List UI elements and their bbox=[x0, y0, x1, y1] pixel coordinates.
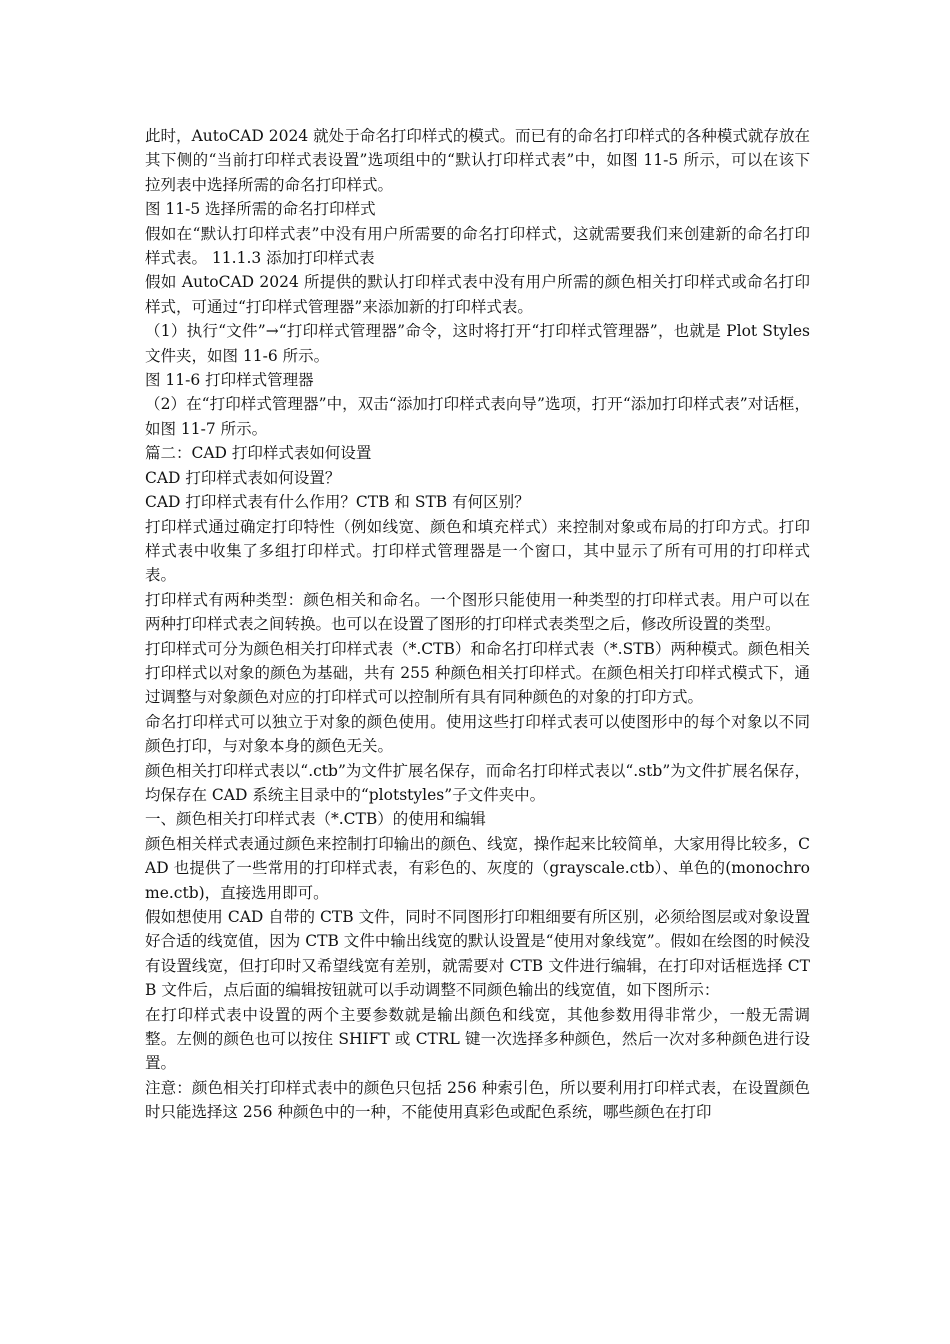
paragraph: CAD 打印样式表如何设置？ bbox=[145, 468, 341, 487]
section-heading: 篇二：CAD 打印样式表如何设置 bbox=[145, 444, 372, 463]
paragraph: CAD 打印样式表有什么作用？CTB 和 STB 有何区别？ bbox=[145, 493, 530, 512]
paragraph: 打印样式有两种类型：颜色相关和命名。一个图形只能使用一种类型的打印样式表。用户可以在两种打印样式表之间转换。也可以在设置了图形的打印样式表类型之后，修改所设置的类型。 bbox=[145, 590, 810, 634]
subsection-heading: 一、颜色相关打印样式表（*.CTB）的使用和编辑 bbox=[145, 810, 486, 829]
paragraph: 注意：颜色相关打印样式表中的颜色只包括 256 种索引色，所以要利用打印样式表，在设置颜色时只能选择这 256 种颜色中的一种，不能使用真彩色或配色系统，哪些颜色在打印 bbox=[145, 1078, 810, 1122]
paragraph: 假如 AutoCAD 2024 所提供的默认打印样式表中没有用户所需的颜色相关打印样式或命名打印样式，可通过“打印样式管理器”来添加新的打印样式表。 bbox=[145, 273, 810, 316]
paragraph: 假如在“默认打印样式表”中没有用户所需要的命名打印样式，这就需要我们来创建新的命名打印样式表。 11.1.3 添加打印样式表 bbox=[145, 224, 810, 268]
document-body bbox=[145, 124, 810, 1125]
paragraph: （1）执行“文件”→“打印样式管理器”命令，这时将打开“打印样式管理器”，也就是 Plot Styles 文件夹，如图 11-6 所示。 bbox=[145, 322, 810, 365]
paragraph: 颜色相关样式表通过颜色来控制打印输出的颜色、线宽，操作起来比较简单，大家用得比较多，CAD 也提供了一些常用的打印样式表，有彩色的、灰度的（grayscale.ctb）、单色的(monochrome.ctb)，直接选用即可。 bbox=[145, 834, 810, 902]
paragraph: 在打印样式表中设置的两个主要参数就是输出颜色和线宽，其他参数用得非常少，一般无需调整。左侧的颜色也可以按住 SHIFT 或 CTRL 键一次选择多种颜色，然后一次对多种颜色进行设置。 bbox=[145, 1005, 810, 1073]
paragraph: 打印样式可分为颜色相关打印样式表（*.CTB）和命名打印样式表（*.STB）两种模式。颜色相关打印样式以对象的颜色为基础，共有 255 种颜色相关打印样式。在颜色相关打印样式模式下，通过调整与对象颜色对应的打印样式可以控制所有具有同种颜色的对象的打印方式。 bbox=[145, 639, 810, 707]
figure-caption: 图 11-6 打印样式管理器 bbox=[145, 371, 314, 390]
paragraph: 打印样式通过确定打印特性（例如线宽、颜色和填充样式）来控制对象或布局的打印方式。打印样式表中收集了多组打印样式。打印样式管理器是一个窗口，其中显示了所有可用的打印样式表。 bbox=[145, 517, 810, 585]
paragraph: 假如想使用 CAD 自带的 CTB 文件，同时不同图形打印粗细要有所区别，必须给图层或对象设置好合适的线宽值，因为 CTB 文件中输出线宽的默认设置是“使用对象线宽”。假如在绘图的时候没有设置线宽，但打印时又希望线宽有差别，就需要对 CTB 文件进行编辑，在打印对话框选择 CTB 文件后，点后面的编辑按钮就可以手动调整不同颜色输出的线宽值，如下图所示： bbox=[145, 908, 810, 1000]
paragraph: 此时，AutoCAD 2024 就处于命名打印样式的模式。而已有的命名打印样式的各种模式就存放在其下侧的“当前打印样式表设置”选项组中的“默认打印样式表”中，如图 11-5 所示，可以在该下拉列表中选择所需的命名打印样式。 bbox=[145, 127, 810, 194]
paragraph: 命名打印样式可以独立于对象的颜色使用。使用这些打印样式表可以使图形中的每个对象以不同颜色打印，与对象本身的颜色无关。 bbox=[145, 712, 810, 756]
figure-caption: 图 11-5 选择所需的命名打印样式 bbox=[145, 200, 376, 219]
paragraph: （2）在“打印样式管理器”中，双击“添加打印样式表向导”选项，打开“添加打印样式表”对话框，如图 11-7 所示。 bbox=[145, 395, 810, 438]
paragraph: 颜色相关打印样式表以“.ctb”为文件扩展名保存，而命名打印样式表以“.stb”为文件扩展名保存，均保存在 CAD 系统主目录中的“plotstyles”子文件夹中。 bbox=[145, 761, 810, 804]
